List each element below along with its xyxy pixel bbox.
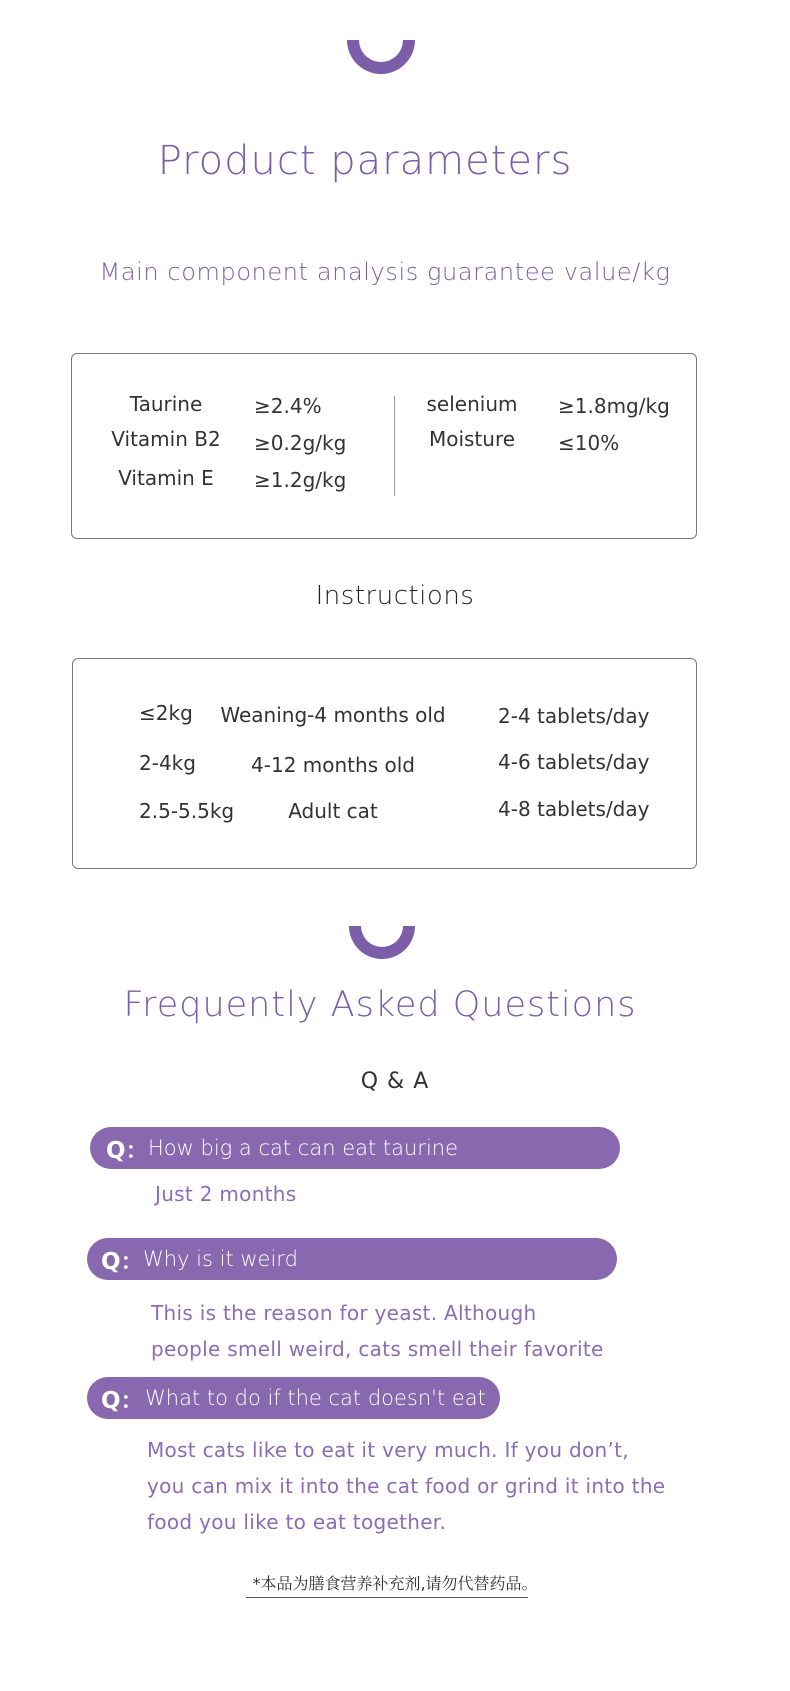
dose-cell: 4-6 tablets/day bbox=[498, 750, 650, 774]
instructions-title: Instructions bbox=[315, 581, 475, 611]
age-cell: Weaning-4 months old bbox=[220, 703, 446, 727]
q-marker: Q： bbox=[106, 1137, 149, 1164]
footnote: *本品为膳食营养补充剂,请勿代替药品。 bbox=[252, 1574, 538, 1593]
answer-line: This is the reason for yeast. Although bbox=[151, 1301, 537, 1325]
param-value: ≥1.2g/kg bbox=[254, 468, 347, 492]
faq-answer-1 bbox=[155, 1176, 297, 1212]
parameters-subtitle: Main component analysis guarantee value/kg bbox=[99, 258, 671, 286]
param-name: Vitamin B2 bbox=[111, 427, 221, 451]
answer-line: people smell weird, cats smell their favorite bbox=[151, 1337, 604, 1361]
param-name: selenium bbox=[426, 392, 518, 416]
weight-cell: 2.5-5.5kg bbox=[139, 799, 235, 823]
question-text: Why is it weird bbox=[143, 1247, 298, 1271]
footnote-underline bbox=[246, 1597, 528, 1598]
param-name: Moisture bbox=[428, 427, 516, 451]
age-cell: 4-12 months old bbox=[251, 753, 415, 777]
column-divider bbox=[394, 396, 395, 496]
faq-question-2[interactable] bbox=[87, 1238, 617, 1280]
faq-answer-3 bbox=[147, 1432, 665, 1540]
instructions-table bbox=[72, 658, 697, 869]
answer-line: food you like to eat together. bbox=[147, 1510, 447, 1534]
dose-cell: 4-8 tablets/day bbox=[498, 797, 650, 821]
param-value: ≥0.2g/kg bbox=[254, 431, 347, 455]
parameters-table bbox=[71, 353, 697, 539]
answer-line: Just 2 months bbox=[155, 1182, 297, 1206]
page-title: Product parameters bbox=[157, 138, 573, 184]
age-cell: Adult cat bbox=[288, 799, 378, 823]
param-name: Vitamin E bbox=[118, 466, 214, 490]
param-value: ≥2.4% bbox=[254, 394, 322, 418]
decorative-arc-icon bbox=[347, 40, 415, 74]
dose-cell: 2-4 tablets/day bbox=[498, 704, 650, 728]
faq-title: Frequently Asked Questions bbox=[123, 985, 637, 1025]
weight-cell: 2-4kg bbox=[139, 751, 196, 775]
decorative-arc-icon bbox=[349, 926, 415, 959]
answer-line: you can mix it into the cat food or grind it into the bbox=[147, 1474, 666, 1498]
q-marker: Q： bbox=[101, 1248, 144, 1275]
faq-question-1[interactable] bbox=[90, 1127, 620, 1169]
param-name: Taurine bbox=[129, 392, 203, 416]
faq-answer-2 bbox=[151, 1295, 604, 1367]
param-value: ≤10% bbox=[558, 431, 620, 455]
weight-cell: ≤2kg bbox=[139, 701, 193, 725]
q-marker: Q： bbox=[101, 1387, 144, 1414]
param-value: ≥1.8mg/kg bbox=[558, 394, 670, 418]
question-text: What to do if the cat doesn't eat bbox=[145, 1386, 486, 1410]
faq-question-3[interactable] bbox=[87, 1377, 500, 1419]
answer-line: Most cats like to eat it very much. If you don’t, bbox=[147, 1438, 629, 1462]
faq-subtitle: Q & A bbox=[360, 1069, 430, 1094]
question-text: How big a cat can eat taurine bbox=[148, 1136, 459, 1160]
